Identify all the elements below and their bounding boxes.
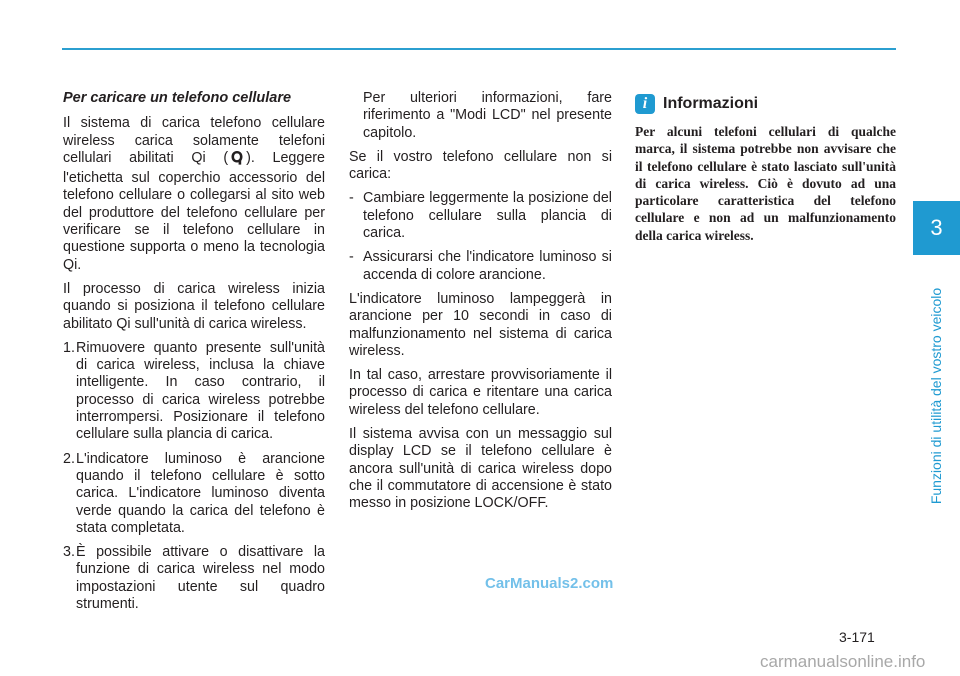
list-text: Rimuovere quanto presente sull'unità di carica wireless, inclusa la chiave intelligente. In caso contrario, il processo di carica wireless potrebbe interrompersi. Posizionare il telefono cellulare sulla plancia di carica. (76, 339, 325, 443)
list-text: L'indicatore luminoso è arancione quando il telefono cellulare è sotto carica. L'indicatore luminoso diventa verde quando la carica del telefono è stata completata. (76, 450, 325, 536)
info-body: Per alcuni telefoni cellulari di qualche marca, il sistema potrebbe non avvisare che il telefono cellulare è stato lasciato sull'unità di carica wireless. Ciò è dovuto ad una particolare caratteristica del telefono cellulare e non ad un malfunzionamento della carica wireless. (635, 124, 896, 243)
list-dash: - (349, 190, 354, 207)
column-1 (63, 90, 325, 620)
section-title: Per caricare un telefono cellulare (63, 90, 292, 106)
paragraph-process: Il processo di carica wireless inizia quando si posiziona il telefono cellulare abilitato Qi sull'unità di carica wireless. (63, 280, 325, 332)
paragraph-qi (63, 115, 325, 274)
list-text: È possibile attivare o disattivare la funzione di carica wireless nel modo impostazioni utente sul quadro strumenti. (76, 544, 325, 613)
list-number: 1. (63, 339, 75, 356)
column-3 (635, 90, 896, 244)
list-item (349, 249, 612, 284)
list-item (63, 340, 325, 444)
info-title: Informazioni (663, 95, 759, 113)
list-number: 2. (63, 450, 75, 467)
info-header (635, 94, 896, 114)
list-item (349, 190, 612, 242)
paragraph-retry: In tal caso, arrestare provvisoriamente il processo di carica e ritentare una carica wireless del telefono cellulare. (349, 367, 612, 418)
paragraph-qi-text-before: Il sistema di carica telefono cellulare wireless carica solamente telefoni cellulari abilitati Qi ( (63, 115, 325, 166)
list-text: Cambiare leggermente la posizione del telefono cellulare sulla plancia di carica. (363, 190, 612, 242)
paragraph-blink: L'indicatore luminoso lampeggerà in arancione per 10 secondi in caso di malfunzionamento nel sistema di carica wireless. (349, 290, 612, 359)
list-item (63, 451, 325, 537)
column-2 (349, 90, 612, 520)
qi-logo-icon (230, 150, 244, 170)
header-rule (62, 48, 896, 50)
list-item (63, 544, 325, 613)
chapter-number-tab: 3 (913, 201, 960, 255)
paragraph-not-charging: Se il vostro telefono cellulare non si carica: (349, 148, 612, 183)
list-number: 3. (63, 544, 75, 561)
footer-watermark: carmanualsonline.info (760, 652, 926, 671)
page-number: 3-171 (839, 629, 875, 645)
paragraph-lcd-ref: Per ulteriori informazioni, fare riferimento a "Modi LCD" nel presente capitolo. (363, 90, 612, 141)
paragraph-lcd-warning: Il sistema avvisa con un messaggio sul display LCD se il telefono cellulare è ancora sull'unità di carica wireless dopo che il commutatore di accensione è stato messo in posizione LOCK/OFF. (349, 426, 612, 512)
list-text: Assicurarsi che l'indicatore luminoso si accenda di colore arancione. (363, 249, 612, 283)
info-icon: i (635, 94, 655, 114)
paragraph-qi-text-after: ). Leggere l'etichetta sul coperchio accessorio del telefono cellulare o collegarsi al sito web del produttore del telefono cellulare per verificare se il telefono cellulare in questione supporta o meno la tecnologia Qi. (63, 149, 325, 273)
chapter-title-vertical: Funzioni di utilità del vostro veicolo (928, 287, 944, 505)
list-dash: - (349, 249, 354, 266)
watermark: CarManuals2.com (485, 575, 614, 592)
